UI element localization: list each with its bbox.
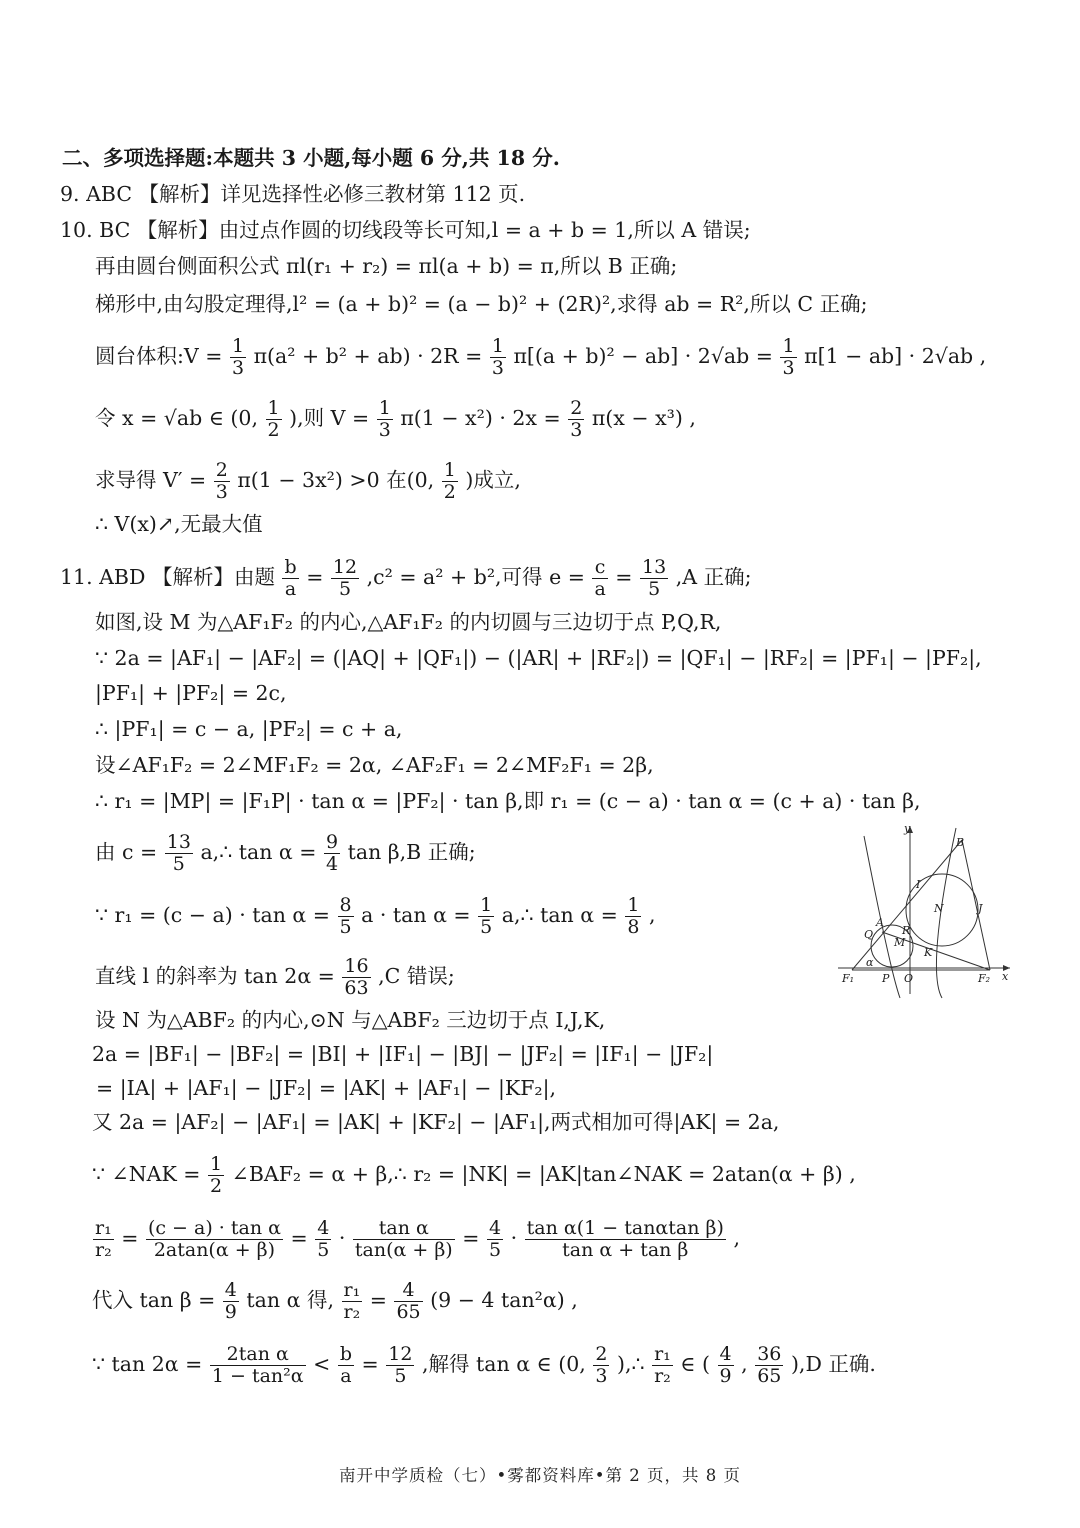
fraction: $\frac{1}{3}$ bbox=[231, 335, 245, 379]
label-y: y bbox=[904, 822, 911, 835]
text: π(1 − 3x²) >0 在(0, bbox=[237, 468, 435, 492]
fraction: $\frac{4}{5}$ bbox=[488, 1217, 502, 1261]
fraction: $\frac{12}{5}$ bbox=[388, 1343, 413, 1387]
fraction: $\frac{\text{tan α(1 − tanαtan β)}}{\text{tan α + tan β}}$ bbox=[526, 1217, 724, 1261]
text: = bbox=[290, 1226, 308, 1250]
page-footer: 南开中学质检（七）•雾都资料库•第 2 页，共 8 页 bbox=[339, 1466, 741, 1485]
fraction: $\frac{2}{3}$ bbox=[215, 459, 228, 503]
label-b: B bbox=[956, 836, 965, 849]
fraction: $\frac{4}{5}$ bbox=[317, 1217, 330, 1261]
answer-11-line-9 bbox=[95, 895, 655, 938]
answer-11-line-11: 设 N 为△ABF₂ 的内心,⊙N 与△ABF₂ 三边切于点 I,J,K, bbox=[95, 1008, 606, 1032]
text: 代入 tan β = bbox=[92, 1288, 216, 1312]
fraction: $\frac{c}{a}$ bbox=[594, 556, 606, 600]
answer-11-line-3: ∵ 2a = |AF₁| − |AF₂| = (|AQ| + |QF₁|) − (|AR| + |RF₂|) = |QF₁| − |RF₂| = |PF₁| − |PF₂|, bbox=[95, 646, 982, 670]
label-o: O bbox=[904, 972, 914, 985]
text: 由 c = bbox=[95, 840, 158, 864]
text: π[1 − ab] · 2√ab , bbox=[804, 344, 987, 368]
text: = bbox=[369, 1288, 387, 1312]
text: · bbox=[510, 1226, 518, 1250]
text: π(x − x³) , bbox=[591, 406, 696, 430]
answer-11-line-10 bbox=[95, 956, 455, 999]
answer-9: 9. ABC 【解析】详见选择性必修三教材第 112 页. bbox=[60, 182, 526, 206]
label-n: N bbox=[934, 902, 944, 915]
text: ,C 错误; bbox=[378, 964, 455, 988]
fraction: $\frac{1}{3}$ bbox=[378, 397, 391, 441]
answer-11-line-7: ∴ r₁ = |MP| = |F₁P| · tan α = |PF₂| · tan β,即 r₁ = (c − a) · tan α = (c + a) · tan β, bbox=[95, 789, 921, 813]
text: tan α 得, bbox=[246, 1288, 334, 1312]
text: ),D 正确. bbox=[790, 1352, 876, 1376]
answer-11-line-6: 设∠AF₁F₂ = 2∠MF₁F₂ = 2α, ∠AF₂F₁ = 2∠MF₂F₁ = 2β, bbox=[95, 753, 654, 777]
fraction: $\frac{1}{3}$ bbox=[491, 335, 504, 379]
label-f2: F₂ bbox=[978, 972, 991, 985]
fraction: $\frac{1}{2}$ bbox=[210, 1153, 223, 1197]
answer-11-line-17 bbox=[92, 1280, 578, 1323]
text: · bbox=[338, 1226, 346, 1250]
text: ∵ tan 2α = bbox=[92, 1352, 203, 1376]
text: (9 − 4 tan²α) , bbox=[430, 1288, 578, 1312]
label-j: J bbox=[978, 902, 983, 915]
answer-10-line-7: ∴ V(x)↗,无最大值 bbox=[95, 512, 263, 536]
fraction: $\frac{8}{5}$ bbox=[339, 894, 352, 938]
label-m: M bbox=[894, 936, 906, 949]
answer-11-line-16 bbox=[92, 1218, 740, 1261]
text: π(a² + b² + ab) · 2R = bbox=[253, 344, 483, 368]
answer-11-line-8 bbox=[95, 832, 476, 875]
line-bf2 bbox=[962, 840, 990, 970]
label-f1: F₁ bbox=[842, 972, 855, 985]
text: a,∴ tan α = bbox=[501, 903, 618, 927]
answer-10-line-3: 梯形中,由勾股定理得,l² = (a + b)² = (a − b)² + (2R)²,求得 ab = R²,所以 C 正确; bbox=[95, 292, 868, 316]
fraction: $\frac{12}{5}$ bbox=[332, 556, 358, 600]
answer-10-line-1: 10. BC 【解析】由过点作圆的切线段等长可知,l = a + b = 1,所以 A 错误; bbox=[60, 218, 751, 242]
label-a: A bbox=[876, 916, 884, 929]
text: = bbox=[462, 1226, 480, 1250]
text: = bbox=[121, 1226, 139, 1250]
fraction: $\frac{1}{5}$ bbox=[480, 894, 493, 938]
answer-10-line-2: 再由圆台侧面积公式 πl(r₁ + r₂) = πl(a + b) = π,所以 B 正确; bbox=[95, 254, 678, 278]
fraction: $\frac{36}{65}$ bbox=[757, 1343, 782, 1387]
answer-11-line-5: ∴ |PF₁| = c − a, |PF₂| = c + a, bbox=[95, 717, 403, 741]
fraction: $\frac{9}{4}$ bbox=[326, 831, 339, 875]
fraction: $\frac{2}{3}$ bbox=[595, 1343, 608, 1387]
answer-11-line-13: = |IA| + |AF₁| − |JF₂| = |AK| + |AF₁| − |KF₂|, bbox=[96, 1076, 557, 1100]
label-x: x bbox=[1002, 970, 1009, 983]
text: ),则 V = bbox=[289, 406, 370, 430]
text: π(1 − x²) · 2x = bbox=[400, 406, 561, 430]
fraction: $\frac{1}{2}$ bbox=[443, 459, 456, 503]
text: = bbox=[361, 1352, 379, 1376]
text: ,c² = a² + b²,可得 e = bbox=[366, 565, 585, 589]
fraction: $\frac{2}{3}$ bbox=[570, 397, 583, 441]
fraction: $\frac{13}{5}$ bbox=[166, 831, 191, 875]
answer-11-line-18 bbox=[92, 1344, 876, 1387]
fraction: $\frac{\text{(c − a) · tan α}}{2atan(\alpha + \beta)}$ bbox=[147, 1217, 281, 1261]
label-i: I bbox=[916, 878, 921, 891]
fraction: $\frac{16}{63}$ bbox=[344, 955, 369, 999]
answer-11-line-15 bbox=[92, 1154, 856, 1197]
hyperbola-incircle-figure bbox=[830, 822, 1020, 1002]
fraction: $\frac{1}{8}$ bbox=[627, 894, 640, 938]
answer-11-line-14: 又 2a = |AF₂| − |AF₁| = |AK| + |KF₂| − |AF₁|,两式相加可得|AK| = 2a, bbox=[92, 1110, 780, 1134]
answer-11-line-12: 2a = |BF₁| − |BF₂| = |BI| + |IF₁| − |BJ| − |JF₂| = |IF₁| − |JF₂| bbox=[92, 1042, 714, 1066]
answer-10-line-6 bbox=[95, 460, 521, 503]
text: = bbox=[306, 565, 324, 589]
text: 令 x = √ab ∈ (0, bbox=[95, 406, 258, 430]
text: ∵ r₁ = (c − a) · tan α = bbox=[95, 903, 330, 927]
fraction: $\frac{1}{2}$ bbox=[267, 397, 280, 441]
text: 求导得 V′ = bbox=[95, 468, 207, 492]
text: ∈ ( bbox=[680, 1352, 710, 1376]
label-k: K bbox=[924, 946, 933, 959]
answer-11-line-1 bbox=[60, 557, 751, 600]
answer-10-line-4 bbox=[95, 336, 986, 379]
answer-11-line-2: 如图,设 M 为△AF₁F₂ 的内心,△AF₁F₂ 的内切圆与三边切于点 P,Q,R, bbox=[95, 610, 722, 634]
text: ),∴ bbox=[616, 1352, 645, 1376]
label-r: R bbox=[902, 924, 911, 937]
text: 直线 l 的斜率为 tan 2α = bbox=[95, 964, 335, 988]
text: , bbox=[733, 1226, 740, 1250]
text: = bbox=[615, 565, 633, 589]
text: < bbox=[313, 1352, 331, 1376]
text: 圆台体积:V = bbox=[95, 344, 223, 368]
text: ,解得 tan α ∈ (0, bbox=[421, 1352, 586, 1376]
label-p: P bbox=[882, 972, 890, 985]
fraction: $\frac{\text{r₁}}{\text{r₂}}$ bbox=[343, 1279, 361, 1323]
text: , bbox=[648, 903, 656, 927]
fraction: $\frac{\text{tan α}}{\tan(\alpha + \beta)}$ bbox=[354, 1217, 453, 1261]
fraction: $\frac{4}{9}$ bbox=[224, 1279, 237, 1323]
answer-10-line-5 bbox=[95, 398, 696, 441]
text: 11. ABD 【解析】由题 bbox=[60, 565, 275, 589]
fraction: $\frac{13}{5}$ bbox=[642, 556, 667, 600]
section-heading: 二、多项选择题:本题共 3 小题,每小题 6 分,共 18 分. bbox=[62, 146, 560, 170]
text: , bbox=[741, 1352, 748, 1376]
fraction: $\frac{b}{a}$ bbox=[284, 556, 297, 600]
label-alpha: α bbox=[866, 956, 874, 969]
fraction: $\frac{4}{65}$ bbox=[396, 1279, 421, 1323]
text: a · tan α = bbox=[361, 903, 471, 927]
text: )成立, bbox=[465, 468, 521, 492]
fraction: $\frac{4}{9}$ bbox=[719, 1343, 732, 1387]
text: a,∴ tan α = bbox=[200, 840, 317, 864]
fraction: $\frac{\text{r₁}}{\text{r₂}}$ bbox=[654, 1343, 671, 1387]
text: ,A 正确; bbox=[675, 565, 752, 589]
label-q: Q bbox=[864, 928, 874, 941]
fraction: $\frac{b}{a}$ bbox=[339, 1343, 353, 1387]
fraction: $\frac{\text{2tan α}}{\text{1 − tan²α}}$ bbox=[211, 1343, 304, 1387]
answer-11-line-4: |PF₁| + |PF₂| = 2c, bbox=[95, 681, 287, 705]
fraction: $\frac{1}{3}$ bbox=[782, 335, 795, 379]
text: ∵ ∠NAK = bbox=[92, 1162, 201, 1186]
text: tan β,B 正确; bbox=[347, 840, 476, 864]
text: ∠BAF₂ = α + β,∴ r₂ = |NK| = |AK|tan∠NAK = 2atan(α + β) , bbox=[231, 1162, 856, 1186]
fraction: $\frac{\text{r₁}}{\text{r₂}}$ bbox=[95, 1217, 112, 1261]
text: π[(a + b)² − ab] · 2√ab = bbox=[513, 344, 773, 368]
